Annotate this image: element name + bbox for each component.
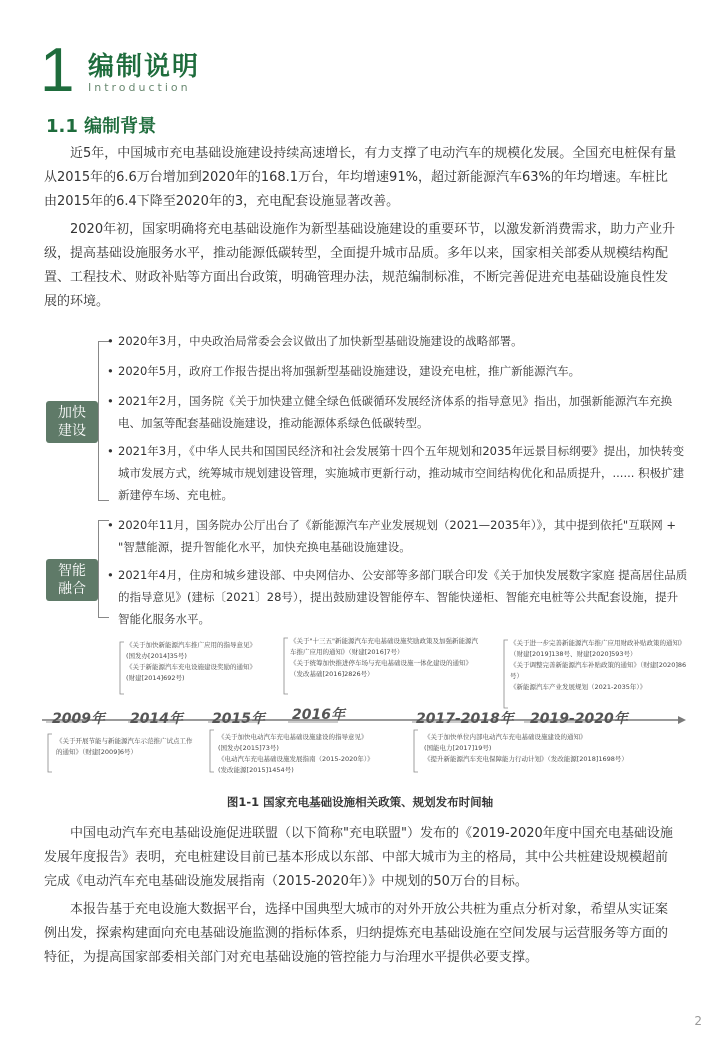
timeline-policy-box: 《关于"十三五"新能源汽车充电基础设施奖励政策及加强新能源汽车推广应用的通知》（财建[2016]7号） 《关于统筹加快推进停车场与充电基础设施一体化建设的通知》（发改基础[2016]2826号） [290,637,478,678]
timeline-bracket [504,640,508,708]
paragraph: 近5年，中国城市充电基础设施建设持续高速增长，有力支撑了电动汽车的规模化发展。全国充电桩保有量从2015年的6.6万台增加到2020年的168.1万台，年均增速91%，超过新能源汽车63%的年均增速。车桩比由2015年的6.4下降至2020年的3，充电配套设施显著改善。 [44,146,677,209]
timeline-policy-box: 《关于加快电动汽车充电基础设施建设的指导意见》 (国发办[2015]73号) 《电动汽车充电基础设施发展指南（2015-2020年）》 (发改能源[2015]1454号) [218,733,374,774]
group-tag-text: 加快建设 [58,405,86,439]
paragraph: 本报告基于充电设施大数据平台，选择中国典型大城市的对外开放公共桩为重点分析对象，希望从实证案例出发，探索构建面向充电基础设施监测的指标体系，归纳提炼充电基础设施在空间发展与运营服务等方面的特征，为提高国家部委相关部门对充电基础设施的管控能力与治理水平提供必要支撑。 [44,902,669,965]
chapter-title: 编制说明 [88,52,201,82]
timeline-bracket [120,642,124,694]
timeline-arrow [678,716,686,724]
bullet-item: • 2021年4月，住房和城乡建设部、中央网信办、公安部等多部门联合印发《关于加快发展数字家庭 提高居住品质的指导意见》(建标〔2021〕28号），提出鼓励建设智能停车、智能快递柜、智能充电桩等公共配套设施，提升智能化服务水平。 [107,568,688,626]
bullet-item: • 2020年3月，中央政治局常委会会议做出了加快新型基础设施建设的战略部署。 [107,334,523,348]
timeline-bracket [48,734,52,772]
timeline-year: 2015年 [212,711,265,727]
timeline-year: 2014年 [130,711,183,727]
bullet-item: • 2020年5月，政府工作报告提出将加强新型基础设施建设，建设充电桩，推广新能源汽车。 [107,364,581,378]
timeline-year: 2016年 [292,707,345,723]
timeline-bracket [414,730,418,772]
timeline-year: 2009年 [52,711,105,727]
chapter-subtitle: Introduction [88,81,191,94]
page-number: 2 [694,1014,702,1028]
bullet-item: • 2020年11月，国务院办公厅出台了《新能源汽车产业发展规划（2021—2035年）》，其中提到依托"互联网 + "智慧能源，提升智能化水平，加快充换电基础设施建设。 [107,518,677,554]
timeline-policy-box: 《关于进一步完善新能源汽车推广应用财政补贴政策的通知》（财建[2019]138号、财建[2020]593号） 《关于调整完善新能源汽车补贴政策的通知》（财建[2020]86号） 《新能源汽车产业发展规划（2021-2035年）》 [510,639,687,691]
timeline-year: 2017-2018年 [416,711,514,727]
bullet-item: • 2021年2月，国务院《关于加快建立健全绿色低碳循环发展经济体系的指导意见》指出，加强新能源汽车充换电、加氢等配套基础设施建设，推动能源体系绿色低碳转型。 [107,394,673,430]
bullet-item: • 2021年3月，《中华人民共和国国民经济和社会发展第十四个五年规划和2035年远景目标纲要》提出，加快转变城市发展方式，统筹城市规划建设管理，实施城市更新行动，推动城市空间结构优化和品质提升，...... 积极扩建新建停车场、充电桩。 [107,444,685,502]
paragraph: 2020年初，国家明确将充电基础设施作为新型基础设施建设的重要环节，以激发新消费需求，助力产业升级，提高基础设施服务水平，推动能源低碳转型，全面提升城市品质。多年以来，国家相关部委从规模结构配置、工程技术、财政补贴等方面出台政策，明确管理办法，规范编制标准，不断完善促进充电基础设施良性发展的环境。 [44,222,676,309]
section-title: 1.1 编制背景 [46,116,157,137]
group-tag-text: 智能融合 [58,563,86,597]
group-tag [46,559,98,601]
paragraph: 中国电动汽车充电基础设施促进联盟（以下简称"充电联盟"）发布的《2019-2020年度中国充电基础设施发展年度报告》表明，充电桩建设目前已基本形成以东部、中部大城市为主的格局，其中公共桩建设规模超前完成《电动汽车充电基础设施发展指南（2015-2020年）》中规划的50万台的目标。 [44,826,673,889]
timeline-bracket [210,730,214,772]
figure-caption: 图1-1 国家充电基础设施相关政策、规划发布时间轴 [226,795,494,809]
timeline-year: 2019-2020年 [530,711,628,727]
timeline-policy-box: 《关于加快单位内部电动汽车充电基础设施建设的通知》 (国能电力[2017]19号) 《提升新能源汽车充电保障能力行动计划》（发改能源[2018]1698号） [424,733,628,763]
chapter-number: 1 [40,36,75,105]
timeline-policy-box: 《关于开展节能与新能源汽车示范推广试点工作的通知》（财建[2009]6号） [56,737,193,756]
group-tag [46,401,98,443]
timeline-policy-box: 《关于加快新能源汽车推广应用的指导意见》 (国发办[2014]35号) 《关于新能源汽车充电设施建设奖励的通知》 (财建[2014]692号) [126,641,256,682]
